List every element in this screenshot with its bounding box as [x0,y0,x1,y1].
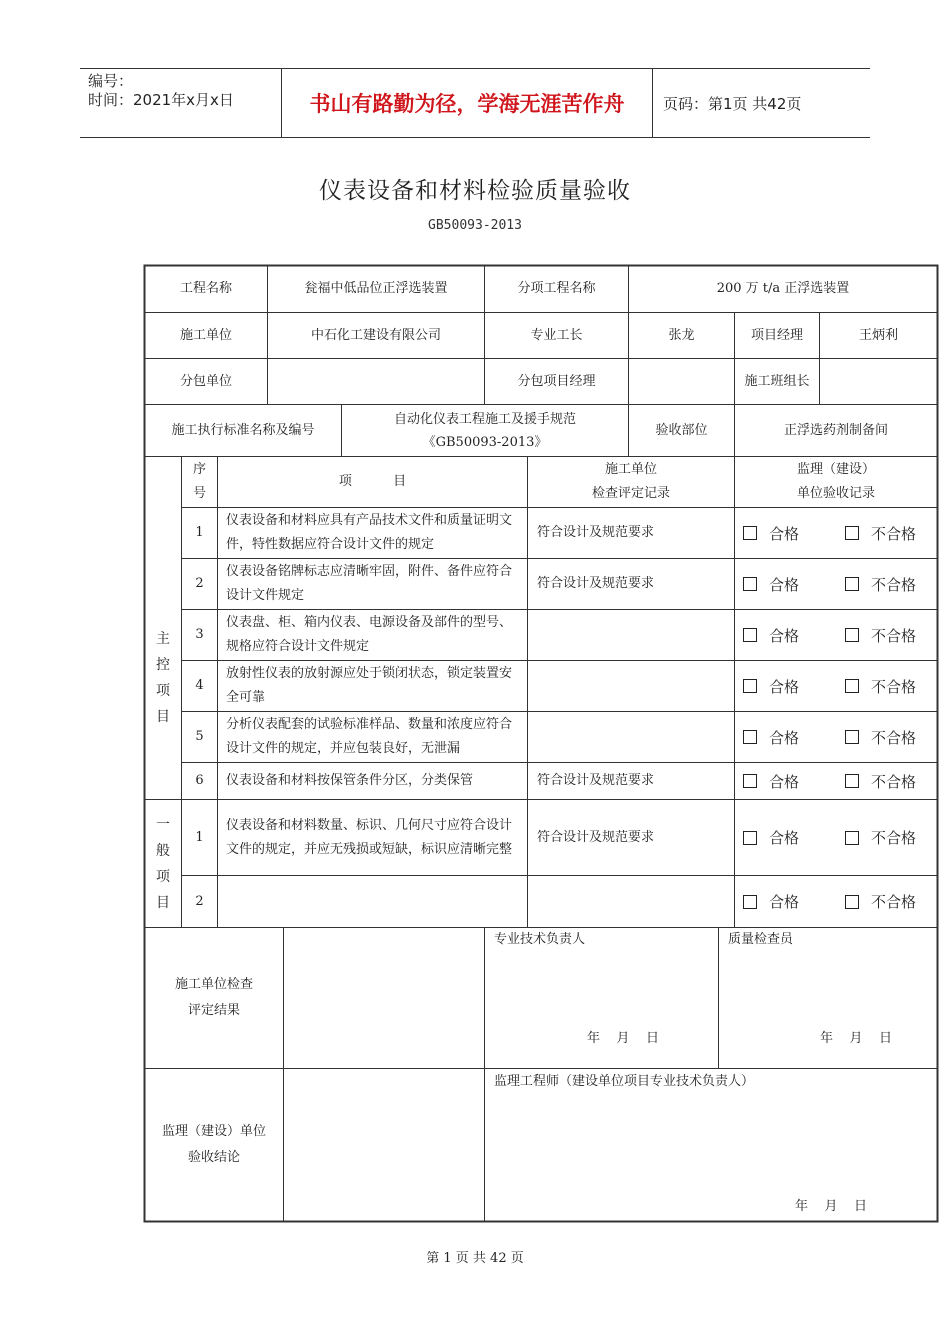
col-seq-2: 号 [192,486,206,501]
supervisor-label: 监理工程师（建设单位项目专业技术负责人） [494,1074,755,1089]
pass-label: 合格 [769,677,800,696]
pass-checkbox[interactable] [743,526,757,540]
pass-option[interactable] [743,763,799,799]
standard-value [342,405,628,456]
col-accept-2: 单位验收记录 [796,486,875,501]
fail-option[interactable] [845,763,916,799]
supervision-label-2: 验收结论 [187,1150,240,1165]
item-no: 2 [195,576,204,591]
item-no: 6 [195,773,204,788]
item-text: 仪表设备铭牌标志应清晰牢固，附件、备件应符合设计文件规定 [226,564,513,603]
pass-label: 合格 [769,626,800,645]
item-text: 放射性仪表的放射源应处于锁闭状态，锁定装置安全可靠 [226,666,513,705]
pass-label: 合格 [769,728,800,747]
fail-option[interactable] [845,800,916,875]
part-value: 正浮选药剂制备间 [783,422,888,438]
foreman-label: 专业工长 [530,327,583,343]
group-char: 一 [156,817,170,833]
group-char: 控 [156,657,170,673]
group-char: 目 [156,709,170,725]
item-record: 符合设计及规范要求 [537,576,655,591]
pass-checkbox[interactable] [743,679,757,693]
pass-checkbox[interactable] [743,774,757,788]
document-title: 仪表设备和材料检验质量验收 [319,178,631,204]
project-name-label: 工程名称 [179,281,232,296]
pass-option[interactable] [743,712,799,762]
page-info: 页码：第1页 共42页 [663,94,802,113]
item-record [537,876,733,927]
subproject-value: 200 万 t/a 正浮选装置 [716,281,850,296]
fail-label: 不合格 [871,893,917,911]
item-no: 1 [195,525,204,540]
fail-option[interactable] [845,661,916,711]
fail-checkbox[interactable] [845,526,859,540]
pm-value: 王炳利 [858,327,898,343]
pass-label: 合格 [769,829,800,847]
supervisor-date: 年 月 日 [795,1199,868,1214]
col-record-2: 检查评定记录 [591,486,670,501]
pass-checkbox[interactable] [743,831,757,845]
col-accept-1: 监理（建设） [796,462,875,477]
item-text [226,876,524,927]
item-no: 2 [195,893,204,909]
fail-label: 不合格 [871,829,917,847]
fail-label: 不合格 [871,772,917,791]
sub-unit-label: 分包单位 [179,373,232,389]
standard-label: 施工执行标准名称及编号 [171,422,315,438]
item-record: 符合设计及规范要求 [537,773,655,788]
item-record: 符合设计及规范要求 [537,525,655,540]
col-record-header [528,457,734,507]
item-no: 4 [195,678,204,693]
fail-label: 不合格 [871,626,917,645]
item-no: 3 [195,627,204,642]
code-label: 编号： [88,72,134,90]
fail-label: 不合格 [871,575,917,594]
tech-lead-label: 专业技术负责人 [494,932,586,947]
check-result-label-1: 施工单位检查 [174,977,253,992]
part-label: 验收部位 [655,422,708,438]
group-char: 项 [156,869,170,885]
group-char: 目 [156,895,170,911]
qc-label: 质量检查员 [728,932,794,947]
general-group-label [153,812,173,916]
item-text: 分析仪表配套的试验标准样品、数量和浓度应符合设计文件的规定，并应包装良好，无泄漏 [226,717,513,756]
fail-checkbox[interactable] [845,895,859,909]
item-record [537,712,733,762]
pass-checkbox[interactable] [743,577,757,591]
fail-checkbox[interactable] [845,831,859,845]
item-record [537,610,733,660]
col-seq-header [182,457,217,507]
col-seq-1: 序 [192,462,206,477]
group-char: 般 [156,843,170,859]
group-char: 主 [156,631,170,647]
pass-checkbox[interactable] [743,730,757,744]
contractor-value: 中石化工建设有限公司 [310,327,441,343]
standard-value-line1: 自动化仪表工程施工及援手规范 [393,411,576,427]
col-accept-header [735,457,937,507]
motto: 书山有路勤为径，学海无涯苦作舟 [281,69,653,137]
date-label: 时间：2021年x月x日 [88,91,234,109]
fail-checkbox[interactable] [845,730,859,744]
fail-checkbox[interactable] [845,628,859,642]
fail-checkbox[interactable] [845,679,859,693]
pass-option[interactable] [743,508,799,558]
fail-label: 不合格 [871,677,917,696]
pass-checkbox[interactable] [743,628,757,642]
item-no: 1 [195,829,204,845]
pass-option[interactable] [743,800,799,875]
standard-value-line2: 《GB50093-2013》 [422,434,548,450]
qc-date: 年 月 日 [820,1031,893,1046]
pass-option[interactable] [743,876,799,927]
pass-checkbox[interactable] [743,895,757,909]
fail-checkbox[interactable] [845,774,859,788]
item-text: 仪表盘、柜、箱内仪表、电源设备及部件的型号、规格应符合设计文件规定 [226,615,513,654]
page-footer: 第 1 页 共 42 页 [426,1251,524,1266]
supervision-label [145,1069,283,1221]
fail-option[interactable] [845,610,916,660]
project-name-value: 瓮福中低品位正浮选装置 [304,281,448,296]
fail-option[interactable] [845,876,916,927]
pass-option[interactable] [743,661,799,711]
item-record [537,661,733,711]
fail-label: 不合格 [871,524,917,543]
sub-pm-label: 分包项目经理 [517,373,596,389]
pass-option[interactable] [743,610,799,660]
item-record: 符合设计及规范要求 [537,829,655,845]
col-record-1: 施工单位 [604,462,657,477]
tech-lead-date: 年 月 日 [587,1031,660,1046]
fail-option[interactable] [845,559,916,609]
contractor-label: 施工单位 [179,327,232,343]
team-leader-label: 施工班组长 [744,373,810,389]
pass-option[interactable] [743,559,799,609]
fail-option[interactable] [845,712,916,762]
pass-label: 合格 [769,524,800,543]
fail-option[interactable] [845,508,916,558]
item-text: 仪表设备和材料按保管条件分区，分类保管 [226,773,474,788]
item-no: 5 [195,729,204,744]
fail-checkbox[interactable] [845,577,859,591]
col-item-header: 项 目 [338,474,407,489]
group-char: 项 [156,683,170,699]
item-text: 仪表设备和材料应具有产品技术文件和质量证明文件，特性数据应符合设计文件的规定 [226,513,513,552]
item-text: 仪表设备和材料数量、标识、几何尺寸应符合设计文件的规定，并应无残损或短缺，标识应清晰完整 [226,817,513,857]
pm-label: 项目经理 [750,327,803,343]
main-group-label [153,626,173,730]
pass-label: 合格 [769,772,800,791]
pass-label: 合格 [769,893,800,911]
foreman-value: 张龙 [668,327,695,343]
standard-code: GB50093-2013 [428,218,522,233]
check-result-label [145,928,283,1068]
subproject-label: 分项工程名称 [517,281,596,296]
fail-label: 不合格 [871,728,917,747]
check-result-label-2: 评定结果 [187,1003,240,1018]
pass-label: 合格 [769,575,800,594]
supervision-label-1: 监理（建设）单位 [161,1124,266,1139]
